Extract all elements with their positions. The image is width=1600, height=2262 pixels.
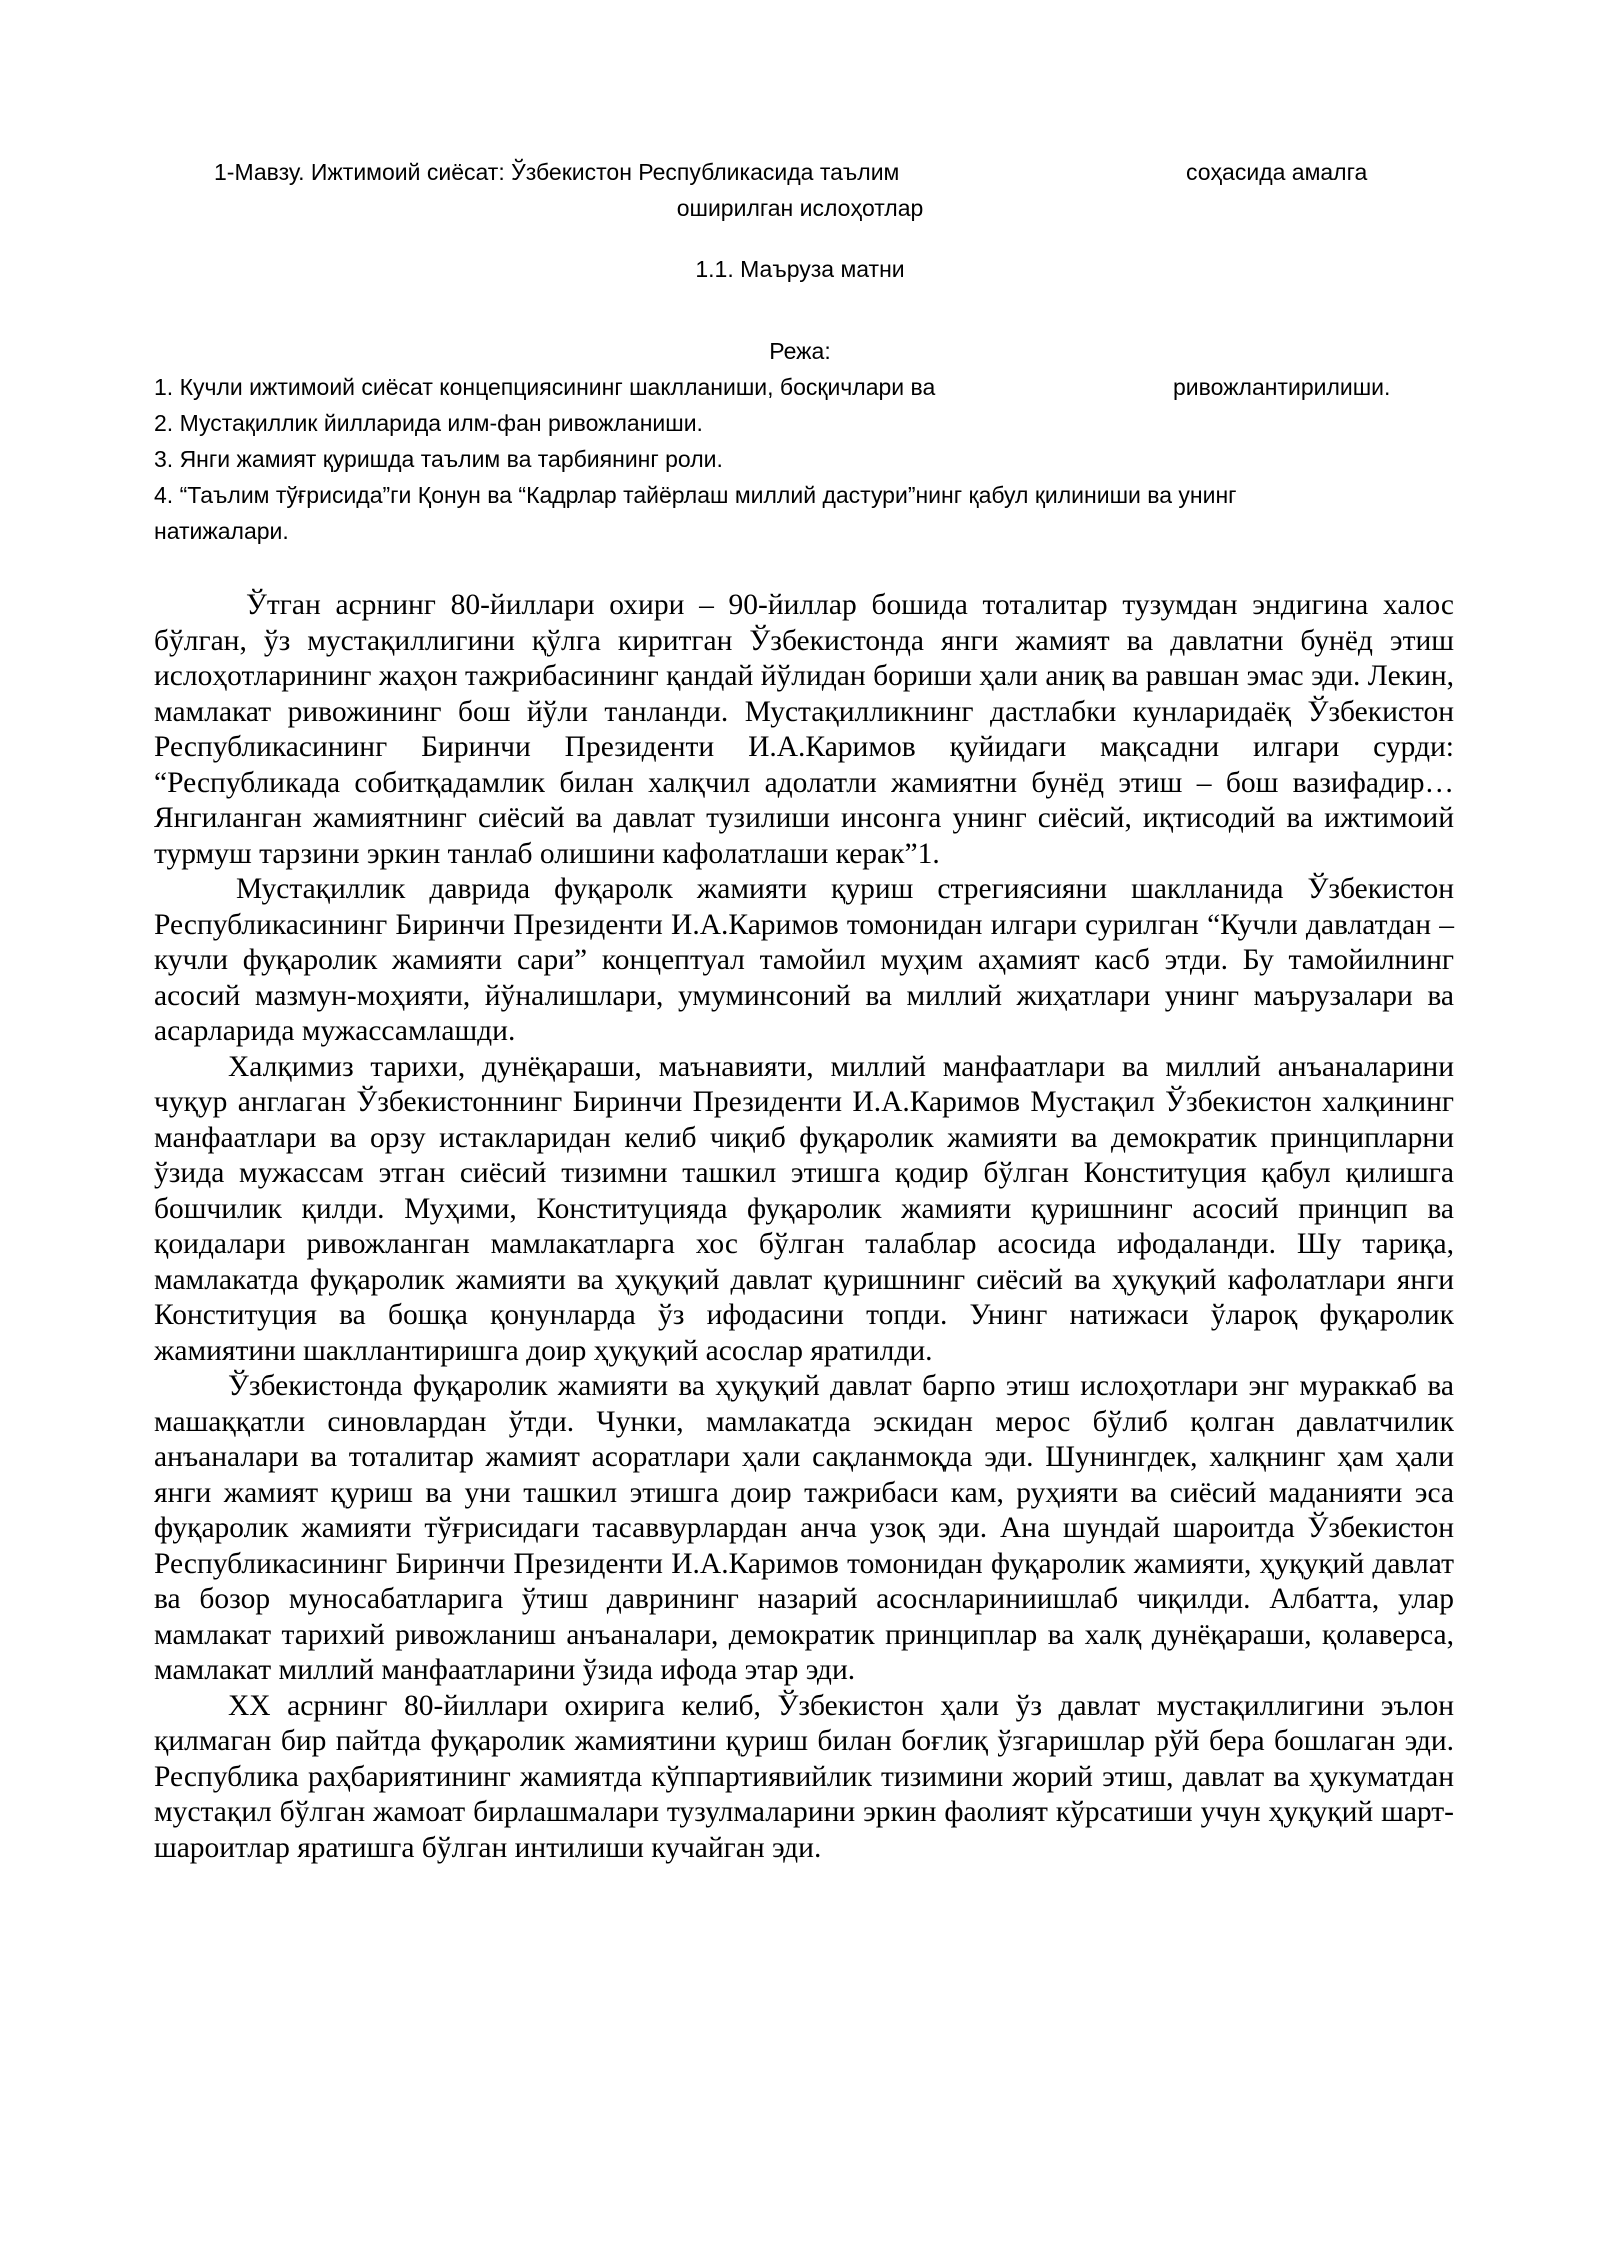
lecture-subtitle: 1.1. Маъруза матни [695,256,905,282]
plan-heading: Режа: [769,338,831,364]
plan-item-1-tail: ривожлантирилиши. [1173,374,1391,400]
lecture-body [154,588,1454,1866]
body-paragraph: Халқимиз тарихи, дунёқараши, маънавияти, миллий манфаатлари ва миллий анъаналарини чуқур англаган Ўзбекистоннинг Биринчи Президенти И.А.Каримов Мустақил Ўзбекистон халқининг манфаатлари ва орзу истакларидан келиб чиқиб фуқаролик жамияти ва демократик принципларни ўзида мужассам этган сиёсий тизимни ташкил этишга қодир бўлган Конституция қабул қилишга бошчилик қилди. Муҳими, Конституцияда фуқаролик жамияти қуришнинг асосий принцип ва қоидалари ривожланган мамлакатларга хос бўлган талаблар асосида ифодаланди. Шу тариқа, мамлакатда фуқаролик жамияти ва ҳуқуқий давлат қуришнинг сиёсий ва ҳуқуқий кафолатлари янги Конституция ва бошқа қонунларда ўз ифодасини топди. Унинг натижаси ўлароқ фуқаролик жамиятини шакллантиришга доир ҳуқуқий асослар яратилди. [154,1050,1454,1367]
body-paragraph: ХХ асрнинг 80-йиллари охирига келиб, Ўзбекистон ҳали ўз давлат мустақиллигини эълон қилмаган бир пайтда фуқаролик жамиятини қуриш билан боғлиқ ўзгаришлар рўй бера бошлаган эди. Республика раҳбариятининг жамиятда кўппартиявийлик тизимини жорий этиш, давлат ва ҳукуматдан мустақил бўлган жамоат бирлашмалари тузулмаларини эркин фаолият кўрсатиши учун ҳуқуқий шарт-шароитлар яратишга бўлган интилиши кучайган эди. [154,1689,1454,1864]
document-title-part1: 1-Мавзу. Ижтимоий сиёсат: Ўзбекистон Республикасида таълим [214,159,900,185]
document-title-part2: соҳасида амалга [1186,159,1368,185]
plan-item-3: 3. Янги жамият қуришда таълим ва тарбиянинг роли. [154,446,723,472]
plan-item-2: 2. Мустақиллик йилларида илм-фан ривожланиши. [154,410,703,436]
plan-item-4: 4. “Таълим тўғрисида”ги Қонун ва “Кадрлар тайёрлаш миллий дастури”нинг қабул қилиниши ва унинг [154,482,1237,508]
plan-item-4-continued: натижалари. [154,518,289,544]
plan-item-1: 1. Кучли ижтимоий сиёсат концепциясининг шаклланиши, босқичлари ва [154,374,936,400]
body-paragraph: Мустақиллик даврида фуқаролк жамияти қуриш стрегиясияни шаклланида Ўзбекистон Республикасининг Биринчи Президенти И.А.Каримов томонидан илгари сурилган “Кучли давлатдан – кучли фуқаролик жамияти сари” концептуал тамойил муҳим аҳамият касб этди. Бу тамойилнинг асосий мазмун-моҳияти, йўналишлари, умуминсоний ва миллий жиҳатлари унинг маърузалари ва асарларида мужассамлашди. [154,873,1454,1047]
body-paragraph: Ўзбекистонда фуқаролик жамияти ва ҳуқуқий давлат барпо этиш ислоҳотлари энг мураккаб ва машаққатли синовлардан ўтди. Чунки, мамлакатда эскидан мерос бўлиб қолган давлатчилик анъаналари ва тоталитар жамият асоратлари ҳали сақланмоқда эди. Шунингдек, халқнинг ҳам ҳали янги жамият қуриш ва уни ташкил этишга доир тажрибаси кам, руҳияти ва сиёсий маданияти эса фуқаролик жамияти тўғрисидаги тасаввурлардан анча узоқ эди. Ана шундай шароитда Ўзбекистон Республикасининг Биринчи Президенти И.А.Каримов томонидан фуқаролик жамияти, ҳуқуқий давлат ва бозор муносабатларига ўтиш даврининг назарий асоснлариниишлаб чиқилди. Албатта, улар мамлакат тарихий ривожланиш анъаналари, демократик принциплар ва халқ дунёқараши, қолаверса, мамлакат миллий манфаатларини ўзида ифода этар эди. [154,1370,1454,1686]
document-title-line2: оширилган ислоҳотлар [676,195,924,221]
body-paragraph: Ўтган асрнинг 80-йиллари охири – 90-йиллар бошида тоталитар тузумдан эндигина халос бўлган, ўз мустақиллигини қўлга киритган Ўзбекистонда янги жамият ва давлатни бунёд этиш ислоҳотларининг жаҳон тажрибасининг қандай йўлидан бориши ҳали аниқ ва равшан эмас эди. Лекин, мамлакат ривожининг бош йўли танланди. Мустақилликнинг дастлабки кунларидаёқ Ўзбекистон Республикасининг Биринчи Президенти И.А.Каримов қуйидаги мақсадни илгари сурди: “Республикада собитқадамлик билан халқчил адолатли жамиятни бунёд этиш – бош вазифадир… Янгиланган жамиятнинг сиёсий ва давлат тузилиши инсонга унинг сиёсий, иқтисодий ва ижтимоий турмуш тарзини эркин танлаб олишини кафолатлаши керак”1. [154,589,1454,870]
